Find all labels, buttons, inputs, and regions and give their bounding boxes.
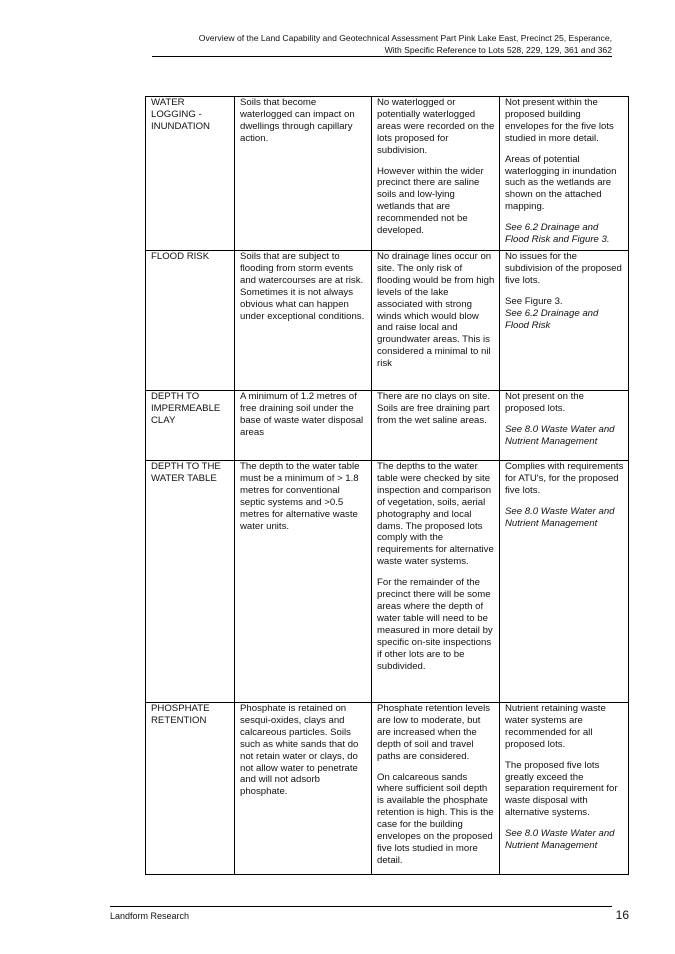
footer-rule: [110, 906, 612, 907]
description-cell: Soils that are subject to flooding from storm events and watercourses are at risk. Sometimes it is not always obvious what can happen under exceptional conditions.: [235, 251, 372, 391]
comment-cell: Complies with requirements for ATU's, for the proposed five lots. See 8.0 Waste Water and Nutrient Management: [500, 461, 629, 703]
factor-cell: WATER LOGGING - INUNDATION: [146, 97, 235, 251]
description-cell: The depth to the water table must be a minimum of > 1.8 metres for conventional septic systems and >0.5 metres for alternative waste water units.: [235, 461, 372, 703]
table-row: [146, 97, 629, 251]
section-reference: See 6.2 Drainage and Flood Risk and Figure 3.: [505, 222, 610, 246]
running-header: [112, 33, 612, 56]
description-cell: A minimum of 1.2 metres of free draining soil under the base of waste water disposal areas: [235, 391, 372, 461]
assessment-cell: Phosphate retention levels are low to moderate, but are increased when the depth of soil and travel paths are considered. On calcareous sands where sufficient soil depth is available the phosphate retention is high. This is the case for the building envelopes on the proposed five lots studied in more detail.: [372, 703, 500, 875]
header-line-1: Overview of the Land Capability and Geotechnical Assessment Part Pink Lake East, Precinct 25, Esperance,: [198, 33, 612, 43]
page-number: 16: [615, 908, 629, 922]
comment-cell: Nutrient retaining waste water systems are recommended for all proposed lots. The proposed five lots greatly exceed the separation requirement for waste disposal with alternative systems. See 8.0 Waste Water and Nutrient Management: [500, 703, 629, 875]
factor-cell: DEPTH TO THE WATER TABLE: [146, 461, 235, 703]
assessment-cell: No waterlogged or potentially waterlogged areas were recorded on the lots proposed for subdivision. However within the wider precinct there are saline soils and low-lying wetlands that are recommended not be developed.: [372, 97, 500, 251]
section-reference: See 8.0 Waste Water and Nutrient Management: [505, 423, 615, 447]
section-reference: See 8.0 Waste Water and Nutrient Management: [505, 828, 615, 852]
assessment-cell: There are no clays on site. Soils are free draining part from the wet saline areas.: [372, 391, 500, 461]
description-cell: Soils that become waterlogged can impact on dwellings through capillary action.: [235, 97, 372, 251]
factor-cell: PHOSPHATE RETENTION: [146, 703, 235, 875]
factor-cell: FLOOD RISK: [146, 251, 235, 391]
section-reference: See 8.0 Waste Water and Nutrient Management: [505, 505, 615, 529]
assessment-cell: The depths to the water table were checked by site inspection and comparison of vegetation, soils, aerial photography and local dams. The proposed lots comply with the requirements for alternative waste water systems. For the remainder of the precinct there will be some areas where the depth of water table will need to be measured in more detail by specific on-site inspections if other lots are to be subdivided.: [372, 461, 500, 703]
table-row: [146, 251, 629, 391]
table-row: [146, 461, 629, 703]
assessment-cell: No drainage lines occur on site. The only risk of flooding would be from high levels of the lake associated with strong winds which would blow and raise local and groundwater areas. This is considered a minimal to nil risk: [372, 251, 500, 391]
description-cell: Phosphate is retained on sesqui-oxides, clays and calcareous particles. Soils such as white sands that do not retain water or clays, do not allow water to penetrate and will not adsorb phosphate.: [235, 703, 372, 875]
assessment-table: [145, 96, 629, 875]
factor-cell: DEPTH TO IMPERMEABLE CLAY: [146, 391, 235, 461]
comment-cell: Not present on the proposed lots. See 8.0 Waste Water and Nutrient Management: [500, 391, 629, 461]
header-line-2: With Specific Reference to Lots 528, 229, 129, 361 and 362: [384, 44, 612, 55]
section-reference: See 6.2 Drainage and Flood Risk: [505, 307, 599, 331]
table-row: [146, 391, 629, 461]
table-row: [146, 703, 629, 875]
comment-cell: No issues for the subdivision of the proposed five lots. See Figure 3. See 6.2 Drainage and Flood Risk: [500, 251, 629, 391]
footer-organisation: Landform Research: [110, 911, 190, 921]
comment-cell: Not present within the proposed building envelopes for the five lots studied in more detail. Areas of potential waterlogging in inundation such as the wetlands are shown on the attached mapping. See 6.2 Drainage and Flood Risk and Figure 3.: [500, 97, 629, 251]
header-rule: [152, 56, 612, 57]
